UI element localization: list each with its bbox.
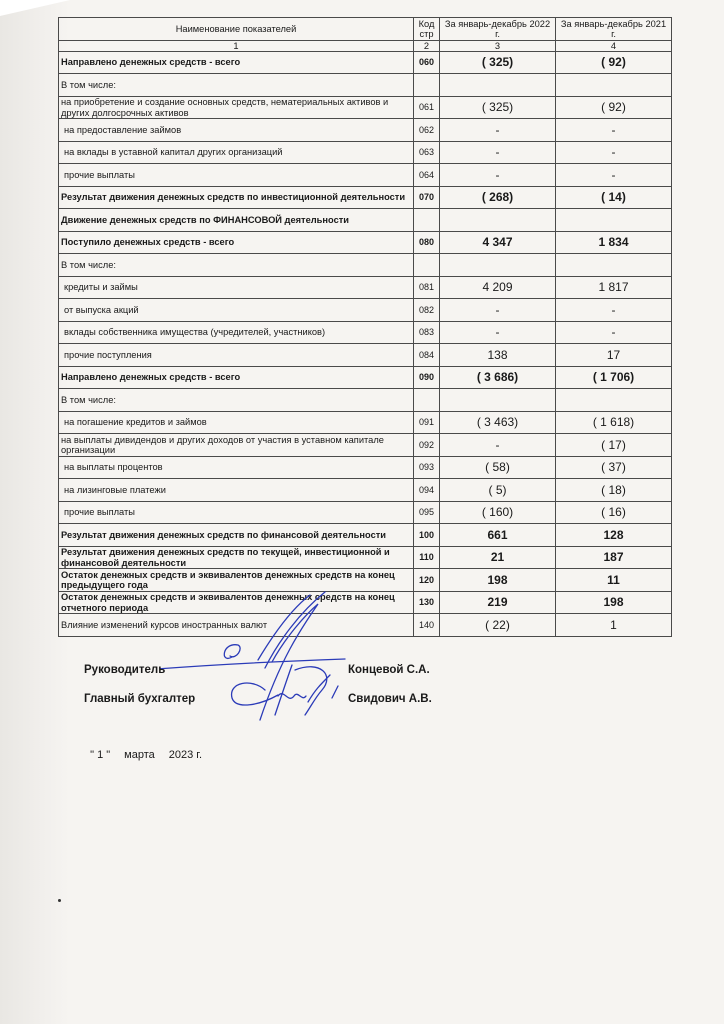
row-name: Результат движения денежных средств по текущей, инвестиционной и финансовой деятельности	[59, 547, 414, 569]
row-name: Направлено денежных средств - всего	[59, 52, 414, 74]
row-value-2021: 17	[556, 344, 672, 367]
row-code: 095	[414, 502, 440, 524]
table-row	[59, 232, 672, 254]
date-day: " 1 "	[90, 749, 111, 761]
row-value-2022	[440, 209, 556, 232]
table-row	[59, 142, 672, 164]
row-code: 140	[414, 614, 440, 637]
row-code: 094	[414, 479, 440, 502]
head-name: Концевой С.А.	[348, 664, 430, 676]
row-value-2021: ( 1 618)	[556, 412, 672, 434]
row-value-2021: 1 834	[556, 232, 672, 254]
row-name: Поступило денежных средств - всего	[59, 232, 414, 254]
row-value-2022	[440, 74, 556, 97]
row-name: Остаток денежных средств и эквивалентов денежных средств на конец предыдущего года	[59, 569, 414, 592]
row-name: Влияние изменений курсов иностранных валют	[59, 614, 414, 637]
row-value-2022: ( 22)	[440, 614, 556, 637]
row-value-2021: 1	[556, 614, 672, 637]
row-code: 081	[414, 277, 440, 299]
table-row	[59, 434, 672, 457]
table-row	[59, 547, 672, 569]
row-name: прочие поступления	[59, 344, 414, 367]
row-name: вклады собственника имущества (учредителей, участников)	[59, 322, 414, 344]
row-value-2021: 1 817	[556, 277, 672, 299]
table-row	[59, 592, 672, 614]
row-value-2021: ( 92)	[556, 52, 672, 74]
row-name: Результат движения денежных средств по финансовой деятельности	[59, 524, 414, 547]
row-value-2021: ( 14)	[556, 187, 672, 209]
row-value-2021: -	[556, 119, 672, 142]
row-code: 070	[414, 187, 440, 209]
row-value-2022: 198	[440, 569, 556, 592]
row-value-2022: ( 325)	[440, 52, 556, 74]
header-2022: За январь-декабрь 2022 г.	[440, 18, 556, 41]
column-number: 4	[556, 41, 672, 52]
column-numbers-row	[59, 41, 672, 52]
row-code: 090	[414, 367, 440, 389]
row-code	[414, 209, 440, 232]
row-value-2021: ( 92)	[556, 97, 672, 119]
row-code: 063	[414, 142, 440, 164]
row-name: В том числе:	[59, 389, 414, 412]
table-row	[59, 614, 672, 637]
accountant-label: Главный бухгалтер	[84, 693, 196, 705]
table-row	[59, 412, 672, 434]
row-code: 084	[414, 344, 440, 367]
row-code: 100	[414, 524, 440, 547]
row-value-2022: 138	[440, 344, 556, 367]
row-value-2021: ( 16)	[556, 502, 672, 524]
row-value-2022: -	[440, 164, 556, 187]
row-code: 091	[414, 412, 440, 434]
row-name: от выпуска акций	[59, 299, 414, 322]
row-value-2021: ( 18)	[556, 479, 672, 502]
signing-date	[84, 737, 216, 761]
row-value-2022: 4 209	[440, 277, 556, 299]
row-value-2022: ( 3 686)	[440, 367, 556, 389]
row-value-2022: ( 325)	[440, 97, 556, 119]
column-number: 3	[440, 41, 556, 52]
row-code	[414, 74, 440, 97]
row-code: 061	[414, 97, 440, 119]
row-value-2022: -	[440, 119, 556, 142]
row-name: на предоставление займов	[59, 119, 414, 142]
row-code: 082	[414, 299, 440, 322]
row-code: 092	[414, 434, 440, 457]
date-month: марта	[124, 749, 155, 761]
table-row	[59, 524, 672, 547]
row-name: Движение денежных средств по ФИНАНСОВОЙ деятельности	[59, 209, 414, 232]
row-value-2021	[556, 74, 672, 97]
row-value-2021	[556, 389, 672, 412]
scan-speck	[58, 899, 61, 902]
table-row	[59, 119, 672, 142]
row-code	[414, 254, 440, 277]
row-name: Результат движения денежных средств по инвестиционной деятельности	[59, 187, 414, 209]
row-value-2022: ( 58)	[440, 457, 556, 479]
table-row	[59, 209, 672, 232]
table-row	[59, 322, 672, 344]
row-value-2021: 128	[556, 524, 672, 547]
row-code: 080	[414, 232, 440, 254]
row-value-2021: ( 17)	[556, 434, 672, 457]
row-value-2022: -	[440, 142, 556, 164]
row-code	[414, 389, 440, 412]
column-number: 2	[414, 41, 440, 52]
header-name: Наименование показателей	[59, 18, 414, 41]
row-value-2021: 11	[556, 569, 672, 592]
row-value-2022: 21	[440, 547, 556, 569]
row-name: кредиты и займы	[59, 277, 414, 299]
table-row	[59, 97, 672, 119]
row-value-2021: -	[556, 164, 672, 187]
date-year: 2023 г.	[168, 749, 203, 761]
accountant-name: Свидович А.В.	[348, 693, 432, 705]
row-code: 064	[414, 164, 440, 187]
row-name: Остаток денежных средств и эквивалентов денежных средств на конец отчетного периода	[59, 592, 414, 614]
table-row	[59, 299, 672, 322]
row-value-2022: -	[440, 434, 556, 457]
row-code: 060	[414, 52, 440, 74]
row-value-2021: -	[556, 142, 672, 164]
table-row	[59, 502, 672, 524]
row-value-2021: ( 1 706)	[556, 367, 672, 389]
table-row	[59, 569, 672, 592]
row-value-2022: 4 347	[440, 232, 556, 254]
row-name: на выплаты процентов	[59, 457, 414, 479]
row-name: на приобретение и создание основных средств, нематериальных активов и других долгосрочных активов	[59, 97, 414, 119]
table-row	[59, 164, 672, 187]
row-name: В том числе:	[59, 254, 414, 277]
row-value-2022: ( 268)	[440, 187, 556, 209]
table-row	[59, 52, 672, 74]
row-value-2021: 187	[556, 547, 672, 569]
table-row	[59, 254, 672, 277]
table-row	[59, 344, 672, 367]
row-value-2022: ( 5)	[440, 479, 556, 502]
row-name: на вклады в уставной капитал других организаций	[59, 142, 414, 164]
row-value-2022: 661	[440, 524, 556, 547]
row-value-2021	[556, 209, 672, 232]
row-code: 130	[414, 592, 440, 614]
row-value-2021: -	[556, 299, 672, 322]
row-code: 093	[414, 457, 440, 479]
row-name: прочие выплаты	[59, 164, 414, 187]
row-name: В том числе:	[59, 74, 414, 97]
row-name: на лизинговые платежи	[59, 479, 414, 502]
row-name: Направлено денежных средств - всего	[59, 367, 414, 389]
row-value-2022: -	[440, 322, 556, 344]
row-value-2022: 219	[440, 592, 556, 614]
column-number: 1	[59, 41, 414, 52]
row-value-2021: 198	[556, 592, 672, 614]
head-label: Руководитель	[84, 664, 166, 676]
row-value-2022: ( 3 463)	[440, 412, 556, 434]
table-row	[59, 74, 672, 97]
row-code: 120	[414, 569, 440, 592]
table-row	[59, 187, 672, 209]
row-value-2021	[556, 254, 672, 277]
table-row	[59, 457, 672, 479]
row-code: 110	[414, 547, 440, 569]
row-value-2022: ( 160)	[440, 502, 556, 524]
row-name: на погашение кредитов и займов	[59, 412, 414, 434]
table-header-row	[59, 18, 672, 41]
header-2021: За январь-декабрь 2021 г.	[556, 18, 672, 41]
cash-flow-table	[58, 17, 672, 637]
table-row	[59, 367, 672, 389]
table-row	[59, 277, 672, 299]
row-name: прочие выплаты	[59, 502, 414, 524]
row-name: на выплаты дивидендов и других доходов от участия в уставном капитале организации	[59, 434, 414, 457]
table-row	[59, 389, 672, 412]
row-value-2022	[440, 389, 556, 412]
page-fold-corner	[0, 0, 70, 16]
row-value-2022	[440, 254, 556, 277]
row-value-2022: -	[440, 299, 556, 322]
header-code: Код стр	[414, 18, 440, 41]
table-row	[59, 479, 672, 502]
row-value-2021: ( 37)	[556, 457, 672, 479]
row-value-2021: -	[556, 322, 672, 344]
row-code: 083	[414, 322, 440, 344]
row-code: 062	[414, 119, 440, 142]
